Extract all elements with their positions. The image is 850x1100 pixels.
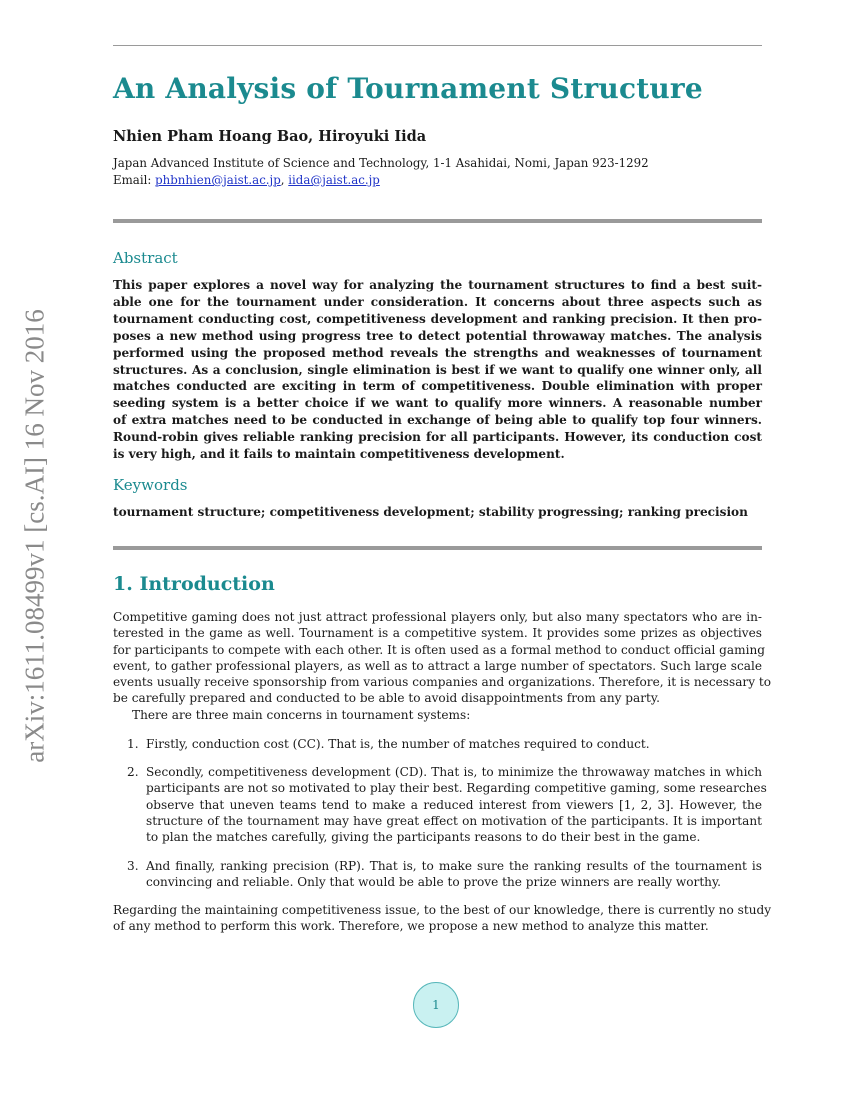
abstract-line: structures. As a conclusion, single elimination is best if we want to qualify one winner only, all [113,362,762,377]
keywords-heading: Keywords [113,476,188,494]
text-line: to plan the matches carefully, giving the participants reasons to do their best in the game. [146,830,701,845]
arxiv-side-stamp [16,297,54,775]
text-line: Firstly, conduction cost (CC). That is, the number of matches required to conduct. [146,737,650,751]
text-line: for participants to compete with each other. It is often used as a formal method to conduct official gaming [113,642,766,657]
text-line: Competitive gaming does not just attract professional players only, but also many spectators who are in- [113,610,762,624]
abstract-line: poses a new method using progress tree to detect potential throwaway matches. The analysis [113,328,762,343]
text-line: events usually receive sponsorship from various companies and organizations. Therefore, it is necessary to [113,675,772,690]
text-line: participants are not so motivated to play their best. Regarding competitive gaming, some researches [146,781,767,796]
text-line: terested in the game as well. Tournament is a competitive system. It provides some prizes as objectives [113,626,762,641]
email-label: Email: [113,173,156,187]
affiliation: Japan Advanced Institute of Science and Technology, 1-1 Asahidai, Nomi, Japan 923-1292 [113,156,649,170]
text-line: be carefully prepared and conducted to be able to avoid disappointments from any party. [113,691,660,706]
authors: Nhien Pham Hoang Bao, Hiroyuki Iida [113,128,427,145]
email-link-1[interactable]: phbnhien@jaist.ac.jp [155,173,281,187]
keywords-text: tournament structure; competitiveness development; stability progressing; ranking precision [113,505,748,519]
list-number: 2. [127,765,139,779]
intro-paragraph-3 [113,902,772,935]
abstract-heading: Abstract [113,249,178,267]
abstract-line: matches conducted are exciting in term of competitiveness. Double elimination with proper [113,379,762,394]
abstract-divider [113,546,762,550]
text-line: Secondly, competitiveness development (CD). That is, to minimize the throwaway matches in which [146,765,762,779]
email-line [113,172,649,189]
abstract-line: performed using the proposed method reveals the strengths and weaknesses of tournament [113,345,762,360]
text-line: Regarding the maintaining competitiveness issue, to the best of our knowledge, there is currently no study [113,903,772,917]
abstract-line: tournament conducting cost, competitiveness development and ranking precision. It then pro- [113,311,762,326]
text-line: And finally, ranking precision (RP). That is, to make sure the ranking results of the tournament is [146,859,762,873]
affiliation-block [113,155,649,189]
abstract-line: Round-robin gives reliable ranking precision for all participants. However, its conduction cost [113,430,762,445]
text-line: of any method to perform this work. Therefore, we propose a new method to analyze this matter. [113,919,709,934]
top-rule [113,45,762,46]
header-divider [113,219,762,223]
text-line: convincing and reliable. Only that would be able to prove the prize winners are really worthy. [146,875,722,890]
intro-paragraph-1 [113,609,772,723]
list-number: 1. [127,737,139,751]
abstract-line: of extra matches need to be conducted in exchange of being able to qualify top four winners. [113,413,762,428]
page-number: 1 [432,998,440,1012]
email-link-2[interactable]: iida@jaist.ac.jp [288,173,380,187]
page-number-badge [413,982,459,1028]
abstract-line: is very high, and it fails to maintain competitiveness development. [113,447,565,462]
text-line: There are three main concerns in tournament systems: [132,707,471,722]
paper-title: An Analysis of Tournament Structure [113,72,703,105]
introduction-heading: 1. Introduction [113,573,275,595]
text-line: structure of the tournament may have great effect on motivation of the participants. It is important [146,813,762,828]
text-line: observe that uneven teams tend to make a reduced interest from viewers [1, 2, 3]. However, the [146,797,762,812]
list-number: 3. [127,859,139,873]
email-separator: , [280,173,289,187]
abstract-line: This paper explores a novel way for analyzing the tournament structures to find a best suit- [113,278,762,292]
abstract-body [113,277,762,463]
arxiv-stamp-text: arXiv:1611.08499v1 [cs.AI] 16 Nov 2016 [19,309,50,763]
text-line: event, to gather professional players, as well as to attract a large number of spectators. Such large scale [113,658,762,673]
abstract-line: seeding system is a better choice if we want to qualify more winners. A reasonable number [113,396,762,411]
abstract-line: able one for the tournament under consideration. It concerns about three aspects such as [113,294,762,309]
